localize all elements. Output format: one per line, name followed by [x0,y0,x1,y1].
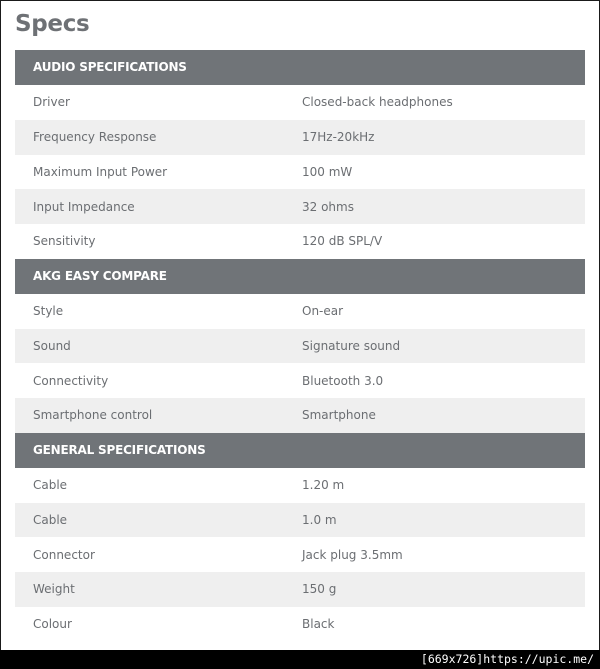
row-value: 100 mW [302,164,353,179]
row-value: 150 g [302,582,337,597]
table-row [15,572,585,607]
row-value: 120 dB SPL/V [302,234,383,249]
row-value: 1.0 m [302,512,337,527]
row-label: Frequency Response [33,130,157,145]
row-value: 17Hz-20kHz [302,130,375,145]
table-row [15,294,585,329]
table-row [15,329,585,364]
page-title: Specs [15,11,90,37]
table-row [15,85,585,120]
row-label: Driver [33,95,70,110]
row-label: Maximum Input Power [33,164,168,179]
table-row [15,189,585,224]
row-value: Black [302,617,335,632]
row-label: Colour [33,617,72,632]
row-label: Cable [33,478,68,493]
table-row [15,537,585,572]
row-label: Connectivity [33,373,109,388]
section-header-audio-specifications: AUDIO SPECIFICATIONS [15,50,585,85]
table-row [15,155,585,190]
row-value: Smartphone [302,408,376,423]
row-label: Weight [33,582,75,597]
row-value: 1.20 m [302,478,345,493]
row-value: Bluetooth 3.0 [302,373,384,388]
table-row [15,224,585,259]
row-label: Sound [33,338,71,353]
row-value: Signature sound [302,338,401,353]
row-value: Closed-back headphones [302,95,453,110]
image-host-stamp: [669x726]https://upic.me/ [420,652,594,666]
section-header-akg-easy-compare: AKG EASY COMPARE [15,259,585,294]
table-row [15,607,585,642]
row-label: Smartphone control [33,408,153,423]
row-label: Cable [33,512,68,527]
row-label: Sensitivity [33,234,96,249]
table-row [15,363,585,398]
row-value: 32 ohms [302,199,354,214]
table-row [15,120,585,155]
row-label: Connector [33,547,95,562]
row-value: Jack plug 3.5mm [302,547,403,562]
row-label: Input Impedance [33,199,135,214]
image-host-footer [0,650,600,669]
table-row [15,398,585,433]
row-label: Style [33,304,64,319]
specs-table [15,50,585,642]
table-row [15,503,585,538]
section-header-general-specifications: GENERAL SPECIFICATIONS [15,433,585,468]
table-row [15,468,585,503]
row-value: On-ear [302,304,344,319]
